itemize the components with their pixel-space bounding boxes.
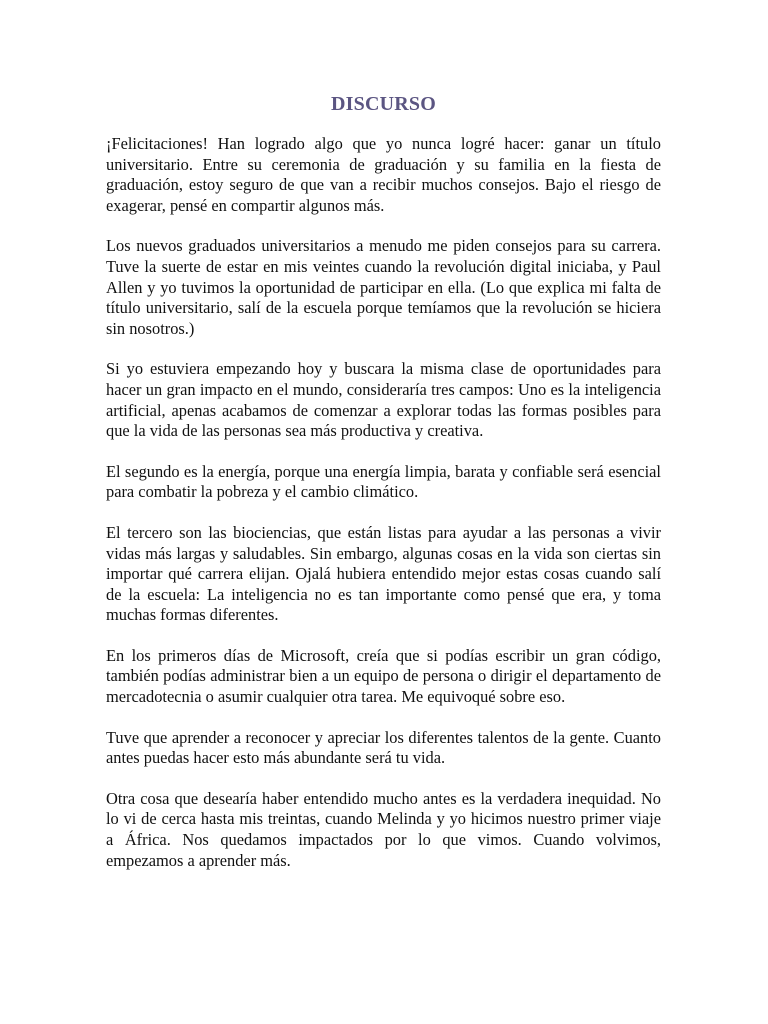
- paragraph-7: Tuve que aprender a reconocer y apreciar los diferentes talentos de la gente. Cuanto antes puedas hacer esto más abundante será tu vida.: [106, 727, 661, 768]
- document-title: DISCURSO: [331, 93, 436, 115]
- paragraph-3: Si yo estuviera empezando hoy y buscara la misma clase de oportunidades para hacer un gran impacto en el mundo, consideraría tres campos: Uno es la inteligencia artificial, apenas acabamos de comenzar a explorar todas las formas posibles para que la vida de las personas sea más productiva y creativa.: [106, 359, 661, 441]
- paragraph-5: El tercero son las biociencias, que están listas para ayudar a las personas a vivir vidas más largas y saludables. Sin embargo, algunas cosas en la vida son ciertas sin importar qué carrera elijan. Ojalá hubiera entendido mejor estas cosas cuando salí de la escuela: La inteligencia no es tan importante como pensé que era, y toma muchas formas diferentes.: [106, 522, 661, 625]
- paragraph-6: En los primeros días de Microsoft, creía que si podías escribir un gran código, también podías administrar bien a un equipo de persona o dirigir el departamento de mercadotecnia o asumir cualquier otra tarea. Me equivoqué sobre eso.: [106, 645, 661, 707]
- paragraph-2: Los nuevos graduados universitarios a menudo me piden consejos para su carrera. Tuve la suerte de estar en mis veintes cuando la revolución digital iniciaba, y Paul Allen y yo tuvimos la oportunidad de participar en ella. (Lo que explica mi falta de título universitario, salí de la escuela porque temíamos que la revolución se hiciera sin nosotros.): [106, 236, 661, 338]
- paragraph-4: El segundo es la energía, porque una energía limpia, barata y confiable será esencial para combatir la pobreza y el cambio climático.: [106, 461, 661, 502]
- document-page: [106, 92, 661, 891]
- paragraph-8: Otra cosa que desearía haber entendido mucho antes es la verdadera inequidad. No lo vi de cerca hasta mis treintas, cuando Melinda y yo hicimos nuestro primer viaje a África. Nos quedamos impactados por lo que vimos. Cuando volvimos, empezamos a aprender más.: [106, 788, 661, 870]
- paragraph-1: ¡Felicitaciones! Han logrado algo que yo nunca logré hacer: ganar un título universitario. Entre su ceremonia de graduación y su familia en la fiesta de graduación, estoy seguro de que van a recibir muchos consejos. Bajo el riesgo de exagerar, pensé en compartir algunos más.: [106, 134, 661, 215]
